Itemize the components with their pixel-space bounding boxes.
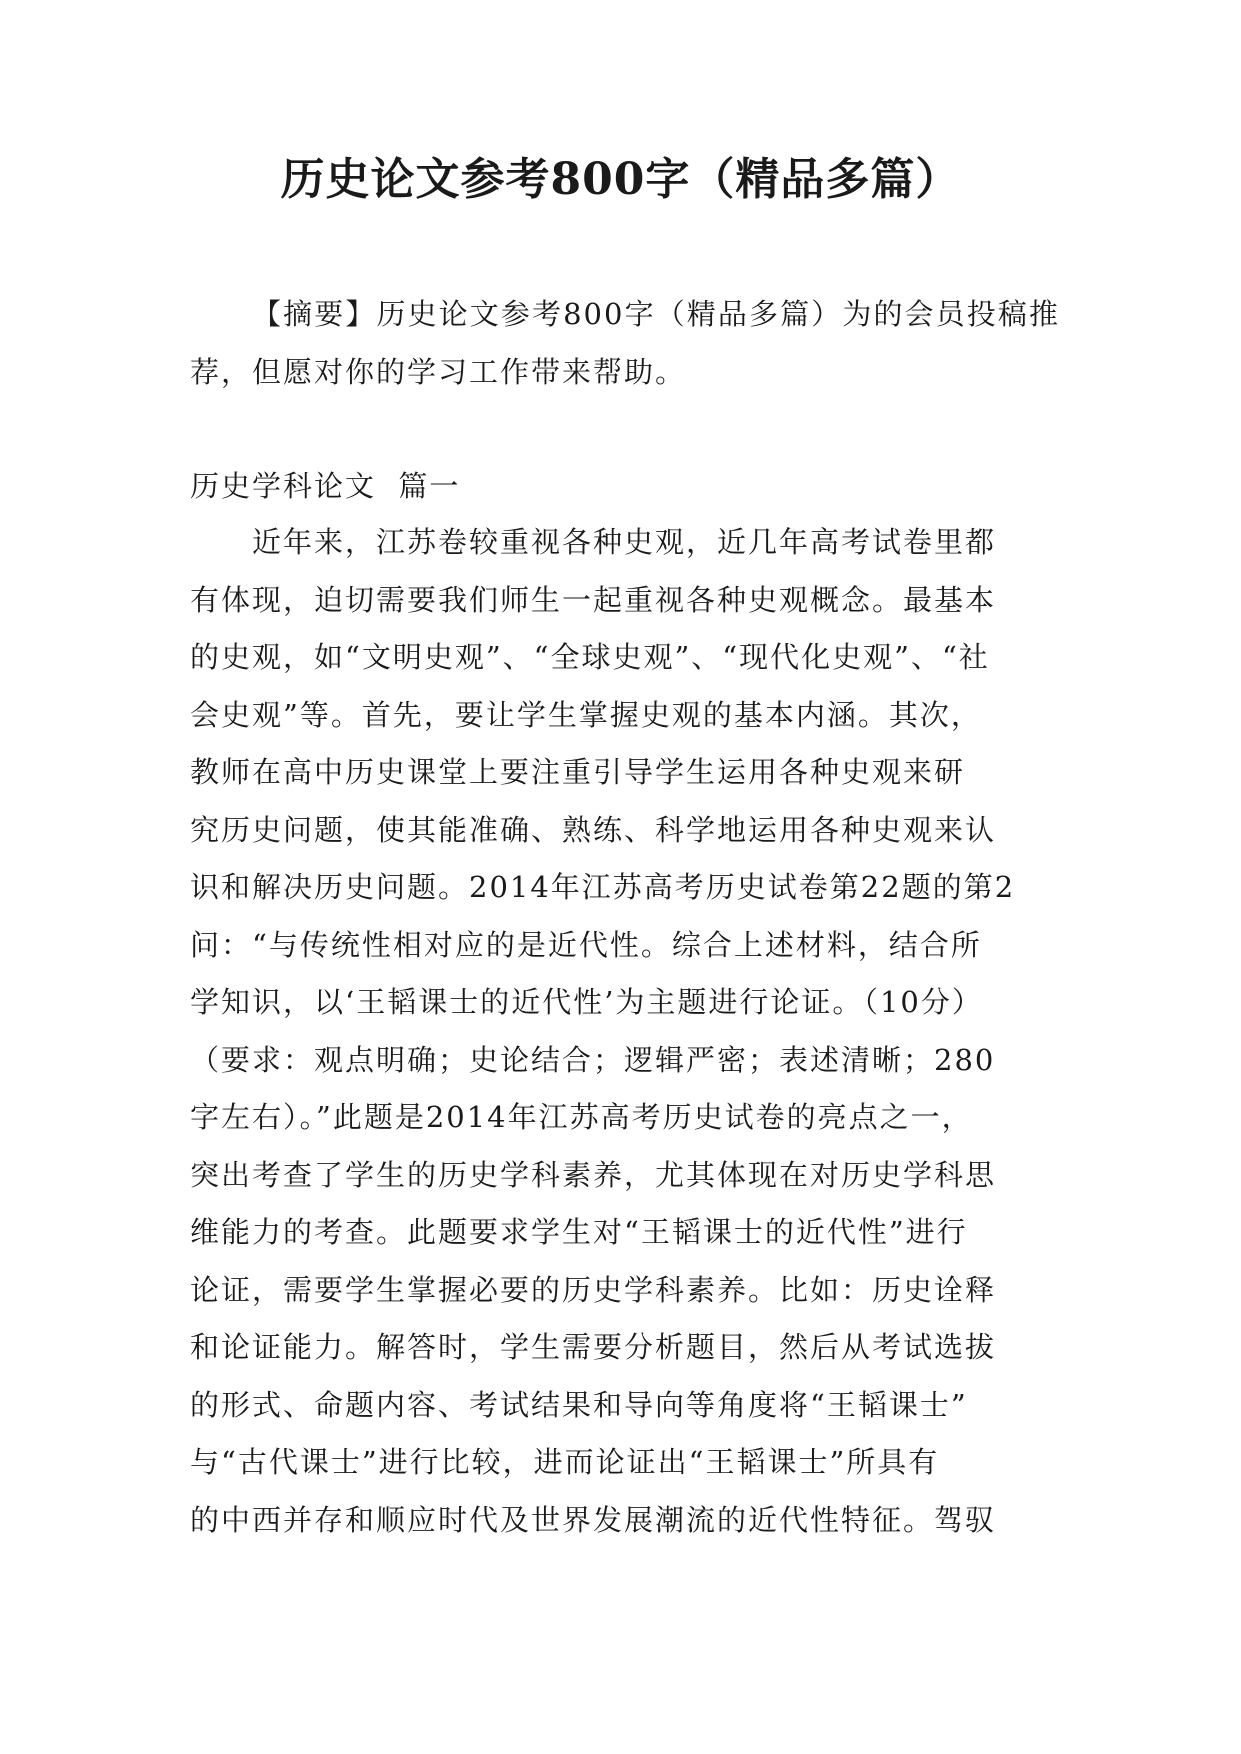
body-line: （要求：观点明确；史论结合；逻辑严密；表述清晰；280: [190, 1042, 996, 1077]
body-line: 与“古代课士”进行比较，进而论证出“王韬课士”所具有: [190, 1445, 940, 1479]
body-line: 识和解决历史问题。2014年江苏高考历史试卷第22题的第2: [190, 870, 1016, 904]
body-line: 和论证能力。解答时，学生需要分析题目，然后从考试选拔: [190, 1330, 997, 1364]
body-line: 的中西并存和顺应时代及世界发展潮流的近代性特征。驾驭: [190, 1502, 997, 1537]
body-line: 学知识，以‘王韬课士的近代性’为主题进行论证。（10分）: [190, 985, 983, 1019]
body-line: 突出考查了学生的历史学科素养，尤其体现在对历史学科思: [190, 1157, 997, 1192]
section-heading: 历史学科论文 篇一: [190, 469, 461, 503]
document-title: 历史论文参考800字（精品多篇）: [280, 154, 961, 205]
body-line: 维能力的考查。此题要求学生对“王韬课士的近代性”进行: [190, 1215, 968, 1249]
body-line: 究历史问题，使其能准确、熟练、科学地运用各种史观来认: [190, 812, 997, 847]
body-line: 近年来，江苏卷较重视各种史观，近几年高考试卷里都: [252, 525, 997, 559]
body-line: 教师在高中历史课堂上要注重引导学生运用各种史观来研: [190, 755, 966, 789]
body-line: 问：“与传统性相对应的是近代性。综合上述材料，结合所: [190, 927, 982, 962]
abstract-paragraph: 【摘要】历史论文参考800字（精品多篇）为的会员投稿推荐，但愿对你的学习工作带来帮助。: [190, 297, 1060, 389]
body-paragraph: [190, 514, 1060, 1574]
body-line: 论证，需要学生掌握必要的历史学科素养。比如：历史诠释: [190, 1272, 997, 1307]
body-line: 会史观”等。首先，要让学生掌握史观的基本内涵。其次，: [190, 697, 982, 732]
body-line: 有体现，迫切需要我们师生一起重视各种史观概念。最基本: [190, 582, 997, 617]
body-line: 的史观，如“文明史观”、“全球史观”、“现代化史观”、“社: [190, 640, 990, 674]
body-line: 的形式、命题内容、考试结果和导向等角度将“王韬课士”: [190, 1387, 968, 1422]
body-line: 字左右）。”此题是2014年江苏高考历史试卷的亮点之一，: [190, 1100, 973, 1134]
